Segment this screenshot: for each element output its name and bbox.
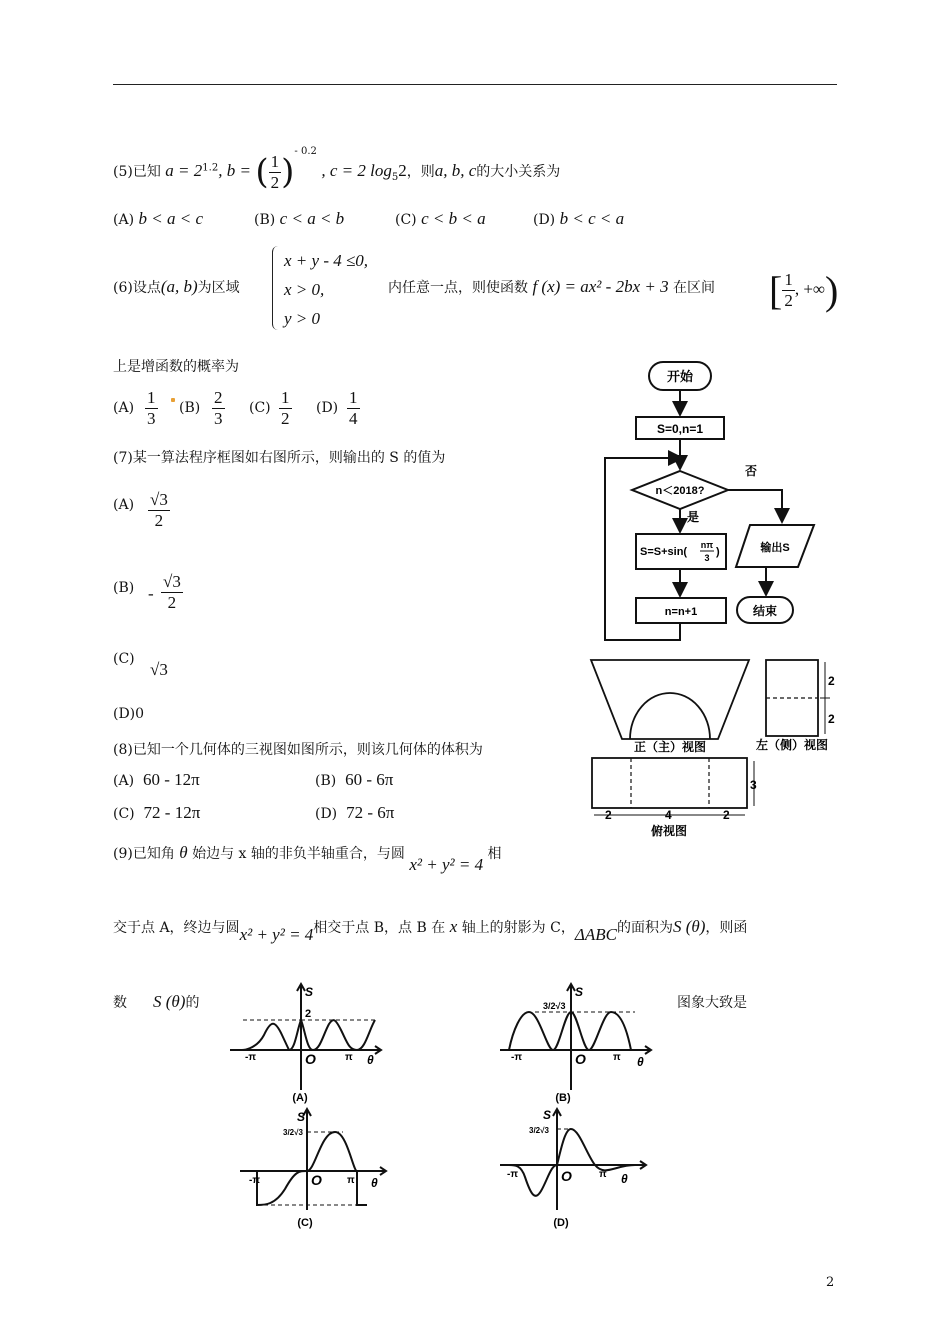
graph-a-negpi: -π — [245, 1052, 256, 1063]
q7-opt-c-value: √3 — [150, 660, 168, 679]
q9-line2a: 交于点 A，终边与圆 — [113, 920, 240, 936]
graph-c-theta: θ — [371, 1176, 378, 1190]
q5-pre: 已知 — [132, 164, 161, 180]
top-view-label: 俯视图 — [650, 824, 688, 838]
graph-c — [235, 1105, 395, 1230]
graph-b-top: 3/2√3 — [543, 1001, 566, 1011]
flow-no-label: 否 — [745, 464, 758, 478]
q6-fx: f (x) = ax² - 2bx + 3 — [532, 277, 669, 296]
graph-c-label: (C) — [297, 1217, 313, 1229]
q6-opt-d-frac — [347, 388, 360, 429]
q8-opt-d-text: 72 - 6π — [346, 803, 395, 822]
flow-body-num: nπ — [700, 540, 714, 550]
q9-line2d: 的面积为 — [616, 920, 673, 936]
q9-line1 — [113, 843, 502, 874]
q6-line2: 上是增函数的概率为 — [113, 359, 239, 375]
q5-opt-d-label: (D) — [533, 212, 556, 228]
q9-line3a: 数 — [113, 995, 127, 1011]
graph-d-s: S — [543, 1108, 552, 1122]
q8-opt-a — [113, 770, 200, 790]
graph-a-theta: θ — [367, 1053, 374, 1067]
q6-interval-frac — [782, 270, 795, 311]
q6-inside: 内任意一点，则使函数 — [388, 280, 528, 296]
flow-end-label: 结束 — [752, 604, 778, 618]
graph-c-negpi: -π — [249, 1175, 260, 1186]
flow-start-label: 开始 — [666, 369, 694, 384]
q5-opt-b-text: c < a < b — [279, 209, 345, 228]
top-dim-right: 2 — [723, 808, 730, 822]
graph-a — [225, 980, 385, 1105]
q6-sys-2: x > 0, — [284, 280, 325, 299]
q9-line1b: 始边与 x 轴的非负半轴重合，与圆 — [192, 846, 405, 862]
q6-interval-pre: 在区间 — [673, 280, 716, 296]
graph-c-pi: π — [347, 1175, 355, 1186]
q6-sys-1: x + y - 4 ≤0, — [284, 251, 369, 270]
graph-a-o: O — [305, 1051, 316, 1067]
q6-num-line — [113, 277, 240, 297]
side-dim-lower: 2 — [828, 712, 835, 726]
q5-a-exp: 1.2 — [202, 162, 219, 174]
graph-b-pi: π — [613, 1052, 621, 1063]
q6-opt-b-label: (B) — [179, 400, 201, 416]
q9-S-func — [153, 992, 199, 1012]
q6-interval — [769, 267, 838, 314]
q6-mid: 为区域 — [197, 280, 240, 296]
graph-b — [495, 980, 655, 1105]
graph-b-theta: θ — [637, 1055, 644, 1069]
q5-b-frac — [269, 152, 282, 193]
q6-opt-b-num: 2 — [214, 388, 223, 407]
q5-opt-c-text: c < b < a — [421, 209, 486, 228]
side-view-label: 左（侧）视图 — [755, 738, 829, 752]
q6-brace — [272, 246, 281, 330]
q6-sys-3: y > 0 — [284, 309, 321, 328]
q7-text: (7)某一算法程序框图如右图所示，则输出的 S 的值为 — [113, 450, 446, 466]
q7-opt-a-label: (A) — [113, 497, 135, 513]
q6-opt-c-frac — [279, 388, 292, 429]
graph-a-s: S — [305, 985, 314, 999]
q5-b-den: 2 — [270, 172, 280, 192]
q9-line2 — [113, 917, 748, 944]
q8-opt-c — [113, 803, 200, 823]
q9-S-2: S (θ) — [153, 992, 186, 1011]
graph-d-label: (D) — [553, 1217, 569, 1229]
graph-a-top: 2 — [305, 1008, 312, 1020]
q7-opt-b-frac — [161, 572, 183, 613]
q5-line — [113, 146, 560, 193]
q8-opt-a-label: (A) — [113, 773, 135, 789]
q9-line3b: 的 — [185, 995, 200, 1011]
graph-c-top: 3/2√3 — [283, 1128, 303, 1137]
q9-S: S (θ) — [672, 917, 706, 936]
graph-d-o: O — [561, 1168, 572, 1184]
q5-c-tail: 2 — [398, 161, 407, 180]
q5-opt-b-label: (B) — [254, 212, 276, 228]
q6-opt-d-label: (D) — [316, 400, 339, 416]
q5-post1: ，则 — [406, 164, 435, 180]
q7-opt-a-num: √3 — [150, 490, 168, 509]
header-rule — [113, 84, 837, 85]
q6-opt-c-num: 1 — [281, 388, 290, 407]
q9-line2c: 轴上的射影为 C， — [461, 920, 575, 936]
q6-opt-a-num: 1 — [147, 388, 156, 407]
q5-opt-d — [533, 209, 624, 229]
q8-opt-d-label: (D) — [315, 806, 338, 822]
q9-line1c: 相 — [487, 846, 502, 862]
q8-opt-d — [315, 803, 394, 823]
flow-output-label: 输出S — [760, 542, 790, 554]
top-dim-height: 3 — [750, 778, 757, 792]
q6-opt-a-frac — [145, 388, 158, 429]
graph-b-label: (B) — [555, 1092, 571, 1104]
graph-d-pi: π — [599, 1169, 607, 1180]
q6-pre: 设点 — [132, 280, 161, 296]
graph-b-negpi: -π — [511, 1052, 522, 1063]
graph-b-o: O — [575, 1051, 586, 1067]
q6-dot-mark — [171, 398, 175, 402]
flow-init-label: S=0,n=1 — [656, 422, 704, 436]
flow-body-pre: S=S+sin( — [640, 546, 688, 558]
q6-opt-a-den: 3 — [147, 409, 156, 428]
q8-text: (8)已知一个几何体的三视图如图所示，则该几何体的体积为 — [113, 742, 483, 758]
graph-d-theta: θ — [621, 1172, 628, 1186]
q8-opt-b-text: 60 - 6π — [345, 770, 394, 789]
graph-d-negpi: -π — [507, 1169, 518, 1180]
q5-opt-b — [254, 209, 344, 229]
q9-circle-1: x² + y² = 4 — [409, 855, 484, 874]
q6-func-line — [388, 277, 715, 297]
graph-d-curve — [509, 1129, 635, 1196]
q7-opt-b-num: √3 — [163, 572, 181, 591]
q5-opt-c-label: (C) — [395, 212, 417, 228]
q5-opt-c — [395, 209, 486, 229]
q8-opt-b — [315, 770, 393, 790]
q6-options — [113, 388, 373, 436]
q5-opt-a — [113, 209, 203, 229]
front-view-label: 正（主）视图 — [633, 740, 707, 754]
flow-incr-label: n=n+1 — [664, 606, 698, 618]
q6-interval-num: 1 — [784, 270, 793, 289]
graph-d — [495, 1105, 655, 1230]
q9-triangle: ΔABC — [574, 925, 617, 944]
q7-opt-b-den: 2 — [167, 593, 177, 612]
q9-line1a: (9)已知角 — [113, 846, 175, 862]
q5-b-num: 1 — [270, 151, 280, 171]
q6-opt-b-den: 3 — [214, 409, 223, 428]
q6-point: (a, b) — [160, 277, 198, 296]
side-dim-upper: 2 — [828, 674, 835, 688]
top-dim-middle: 4 — [665, 808, 672, 822]
q6-interval-den: 2 — [784, 291, 793, 310]
q5-vars: a, b, c — [434, 161, 477, 180]
graph-a-label: (A) — [292, 1092, 308, 1104]
q9-x: x — [449, 917, 458, 936]
q5-paren-left: ( — [255, 152, 269, 192]
q9-theta: θ — [179, 843, 188, 862]
q7-opt-b-sign: - — [148, 584, 154, 603]
q8-opt-b-label: (B) — [315, 773, 337, 789]
q8-opt-c-text: 72 - 12π — [143, 803, 201, 822]
q6-paren-right: ) — [825, 268, 839, 313]
flow-body-post: ) — [716, 546, 720, 558]
q8-opt-a-text: 60 - 12π — [142, 770, 200, 789]
graph-a-pi: π — [345, 1052, 353, 1063]
q9-line2b: 相交于点 B，点 B 在 — [313, 920, 446, 936]
q7-opt-a-frac — [148, 490, 170, 531]
q5-b-exp: - 0.2 — [294, 146, 317, 157]
graph-c-o: O — [311, 1172, 322, 1188]
q5-a: a = 2 — [165, 161, 203, 180]
graph-c-s: S — [297, 1110, 306, 1124]
q5-c-sub: 5 — [391, 171, 399, 183]
top-dim-left: 2 — [605, 808, 612, 822]
q7-opt-c-label: (C) — [113, 651, 135, 667]
flow-body-den: 3 — [704, 553, 710, 563]
q6-number: (6) — [113, 280, 133, 296]
q6-opt-a-label: (A) — [113, 400, 135, 416]
top-view-rect — [592, 758, 747, 808]
q5-paren-right: ) — [281, 152, 295, 192]
flow-yes-label: 是 — [687, 510, 700, 524]
q6-bracket-left: [ — [769, 268, 783, 313]
q5-c: , c = 2 log — [321, 161, 392, 180]
q7-opt-d: (D)0 — [113, 706, 145, 722]
front-view-trapezoid — [591, 660, 749, 739]
q5-number: (5) — [113, 164, 133, 180]
flow-condition-label: n＜2018? — [655, 485, 705, 497]
q6-opt-c-label: (C) — [249, 400, 271, 416]
graph-b-s: S — [575, 985, 584, 999]
q8-opt-c-label: (C) — [113, 806, 135, 822]
q7-opt-b-label: (B) — [113, 580, 135, 596]
page-number: 2 — [826, 1275, 835, 1290]
q7-opt-a-den: 2 — [154, 511, 164, 530]
q9-line2e: ，则函 — [705, 920, 748, 936]
three-views — [585, 655, 840, 840]
q5-opt-a-text: b < a < c — [138, 209, 203, 228]
q5-post2: 的大小关系为 — [476, 164, 561, 180]
q5-b: , b = — [218, 161, 251, 180]
graph-c-curve — [257, 1132, 367, 1205]
q9-circle-2: x² + y² = 4 — [239, 925, 314, 944]
q9-line3c: 图象大致是 — [677, 995, 747, 1011]
q6-opt-c-den: 2 — [281, 409, 290, 428]
q6-opt-b-frac — [212, 388, 225, 429]
q5-opt-d-text: b < c < a — [559, 209, 625, 228]
graph-d-top: 3/2√3 — [529, 1126, 549, 1135]
q6-opt-d-den: 4 — [349, 409, 358, 428]
flowchart — [596, 355, 836, 645]
q6-interval-tail: , +∞ — [794, 279, 826, 299]
q6-opt-d-num: 1 — [349, 388, 358, 407]
q5-opt-a-label: (A) — [113, 212, 135, 228]
